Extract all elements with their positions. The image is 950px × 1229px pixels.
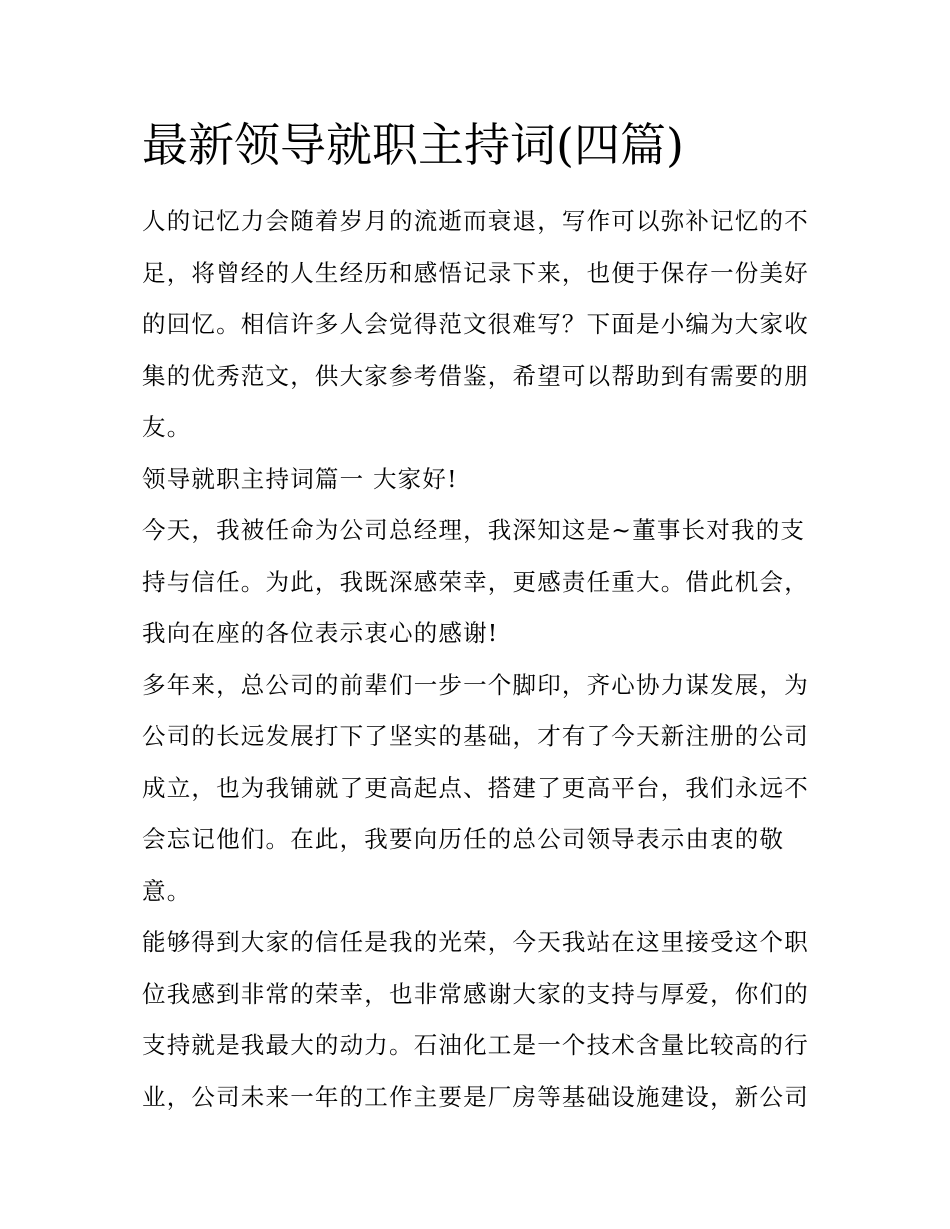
paragraph-predecessors: 多年来，总公司的前辈们一步一个脚印，齐心协力谋发展，为 公司的长远发展打下了坚实的基础，才有了今天新注册的公司 成立，也为我铺就了更高起点、搭建了更高平台，我们永远不 会忘记他们。在此，我要向历任的总公司领导表示由衷的敬 意。: [142, 670, 809, 905]
paragraph-intro: 人的记忆力会随着岁月的流逝而衰退，写作可以弥补记忆的不 足，将曾经的人生经历和感悟记录下来，也便于保存一份美好 的回忆。相信许多人会觉得范文很难写？下面是小编为大家收 集的优秀范文，供大家参考借鉴，希望可以帮助到有需要的朋 友。: [142, 207, 809, 441]
document-title: 最新领导就职主持词(四篇): [142, 118, 684, 172]
paragraph-section-heading: 领导就职主持词篇一 大家好!: [142, 464, 458, 493]
document-body: [142, 196, 822, 1123]
paragraph-appointment: 今天，我被任命为公司总经理，我深知这是~董事长对我的支 持与信任。为此，我既深感荣幸，更感责任重大。借此机会， 我向在座的各位表示衷心的感谢!: [142, 516, 809, 647]
paragraph-gratitude: 能够得到大家的信任是我的光荣，今天我站在这里接受这个职 位我感到非常的荣幸，也非常感谢大家的支持与厚爱，你们的 支持就是我最大的动力。石油化工是一个技术含量比较高的行 业，公司未来一年的工作主要是厂房等基础设施建设，新公司: [142, 928, 809, 1111]
